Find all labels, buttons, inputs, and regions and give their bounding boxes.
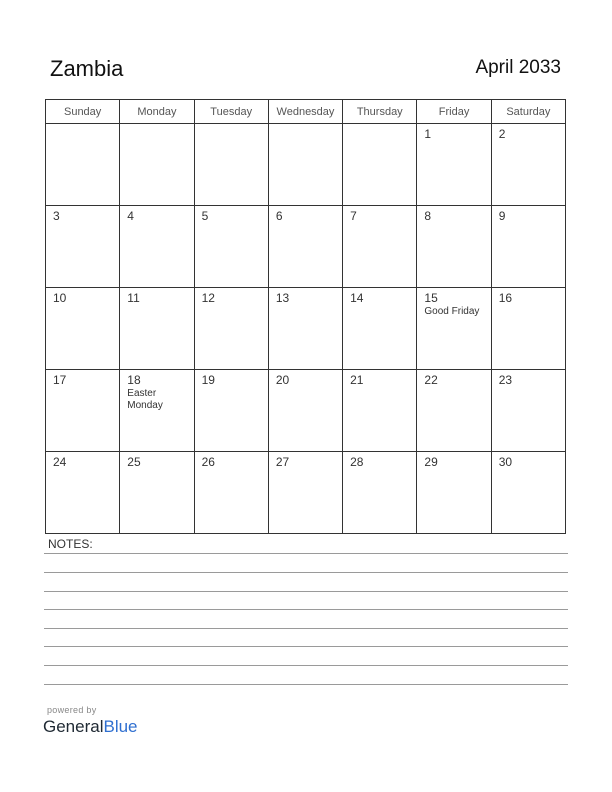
day-number: 1 xyxy=(424,127,432,141)
calendar-day-cell xyxy=(343,288,417,370)
day-number: 2 xyxy=(498,127,506,141)
calendar-day-cell xyxy=(491,370,565,452)
day-number: 23 xyxy=(498,373,513,387)
day-number: 15 xyxy=(424,291,438,305)
weekday-header: Wednesday xyxy=(268,100,342,124)
day-number: 11 xyxy=(127,291,140,305)
calendar-week-row xyxy=(46,370,566,452)
calendar-day-cell xyxy=(343,452,417,534)
calendar-day-cell xyxy=(194,370,268,452)
brand-logo-part1: General xyxy=(43,717,104,736)
calendar-day-cell xyxy=(120,370,194,452)
calendar-day-cell xyxy=(268,370,342,452)
calendar-week-row xyxy=(46,206,566,288)
calendar-day-cell xyxy=(268,452,342,534)
day-number: 9 xyxy=(498,209,506,223)
calendar-day-cell xyxy=(46,288,120,370)
calendar-day-cell xyxy=(417,206,491,288)
month-calendar-grid xyxy=(45,99,566,534)
calendar-day-cell xyxy=(46,452,120,534)
note-line xyxy=(44,591,568,592)
calendar-day-cell xyxy=(417,452,491,534)
calendar-day-cell xyxy=(120,288,194,370)
weekday-header: Thursday xyxy=(343,100,417,124)
weekday-header: Friday xyxy=(417,100,491,124)
notes-label: NOTES: xyxy=(48,537,93,551)
day-number: 28 xyxy=(350,455,364,469)
day-number: 29 xyxy=(424,455,438,469)
day-number: 5 xyxy=(201,209,209,223)
day-number: 3 xyxy=(53,209,60,223)
calendar-day-cell xyxy=(46,206,120,288)
calendar-day-cell xyxy=(120,124,194,206)
day-number: 25 xyxy=(127,455,141,469)
day-number: 27 xyxy=(275,455,290,469)
calendar-week-row xyxy=(46,452,566,534)
day-number: 19 xyxy=(201,373,215,387)
day-number: 17 xyxy=(53,373,67,387)
calendar-day-cell xyxy=(343,124,417,206)
calendar-day-cell xyxy=(268,124,342,206)
calendar-month-title: April 2033 xyxy=(475,57,561,78)
weekday-header: Monday xyxy=(120,100,194,124)
weekday-header-row xyxy=(46,100,566,124)
weekday-header: Tuesday xyxy=(194,100,268,124)
calendar-body xyxy=(46,124,566,534)
calendar-day-cell xyxy=(491,206,565,288)
calendar-day-cell xyxy=(194,206,268,288)
day-number: 7 xyxy=(350,209,357,223)
calendar-country-title: Zambia xyxy=(50,56,124,81)
note-line xyxy=(44,609,568,610)
brand-logo xyxy=(43,717,138,737)
day-number: 26 xyxy=(201,455,215,469)
note-line xyxy=(44,665,568,666)
powered-by-text: powered by xyxy=(47,705,97,715)
calendar-day-cell xyxy=(491,452,565,534)
brand-logo-part2: Blue xyxy=(103,717,138,736)
calendar-day-cell xyxy=(491,288,565,370)
day-number: 13 xyxy=(275,291,290,305)
calendar-day-cell xyxy=(268,288,342,370)
day-number: 4 xyxy=(127,209,134,223)
day-number: 20 xyxy=(275,373,290,387)
calendar-day-cell xyxy=(491,124,565,206)
calendar-day-cell xyxy=(268,206,342,288)
day-number: 30 xyxy=(498,455,513,469)
calendar-day-cell xyxy=(46,370,120,452)
calendar-day-cell xyxy=(343,370,417,452)
day-number: 6 xyxy=(275,209,283,223)
note-line xyxy=(44,572,568,573)
weekday-header: Sunday xyxy=(46,100,120,124)
note-line xyxy=(44,684,568,685)
day-number: 16 xyxy=(498,291,513,305)
calendar-week-row xyxy=(46,288,566,370)
calendar-day-cell xyxy=(194,124,268,206)
calendar-day-cell xyxy=(120,452,194,534)
day-number: 18 xyxy=(127,373,141,387)
calendar-day-cell xyxy=(343,206,417,288)
calendar-day-cell xyxy=(194,452,268,534)
calendar-day-cell xyxy=(46,124,120,206)
day-number: 12 xyxy=(201,291,215,305)
day-number: 8 xyxy=(424,209,432,223)
holiday-label: Easter Monday xyxy=(127,388,163,411)
note-line xyxy=(44,553,568,554)
calendar-day-cell xyxy=(194,288,268,370)
holiday-label: Good Friday xyxy=(424,306,480,317)
calendar-day-cell xyxy=(417,370,491,452)
day-number: 22 xyxy=(424,373,438,387)
calendar-day-cell xyxy=(417,124,491,206)
day-number: 21 xyxy=(350,373,364,387)
day-number: 24 xyxy=(53,455,67,469)
day-number: 14 xyxy=(350,291,364,305)
calendar-day-cell xyxy=(417,288,491,370)
calendar-week-row xyxy=(46,124,566,206)
note-line xyxy=(44,628,568,629)
weekday-header: Saturday xyxy=(491,100,565,124)
day-number: 10 xyxy=(53,291,67,305)
note-line xyxy=(44,646,568,647)
calendar-day-cell xyxy=(120,206,194,288)
